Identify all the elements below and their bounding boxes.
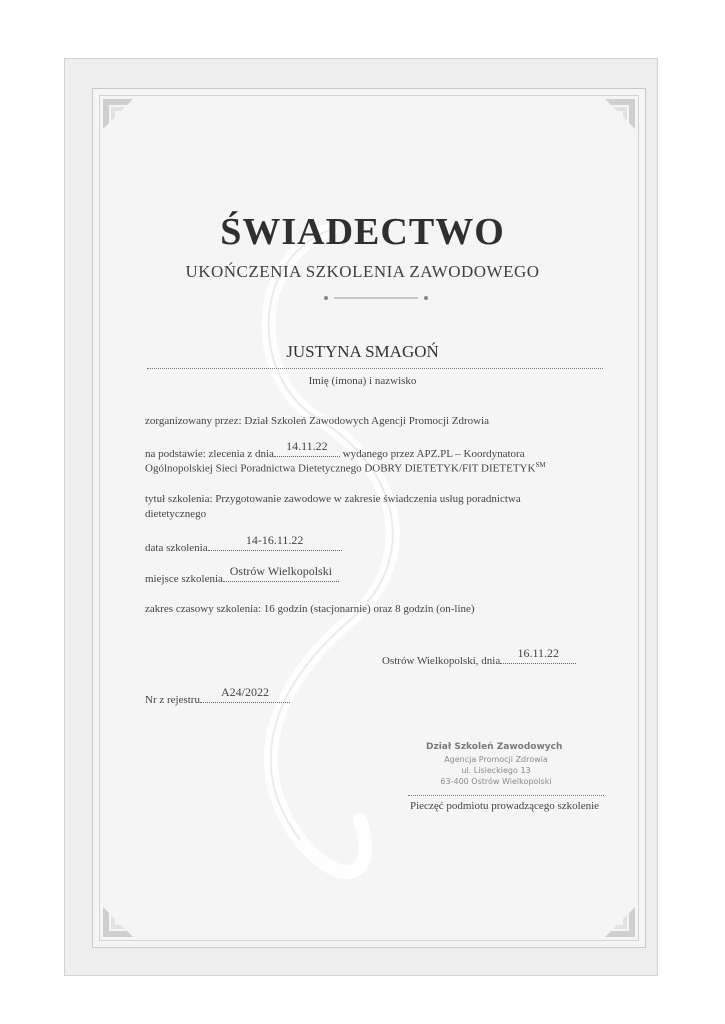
date-label: data szkolenia	[145, 542, 208, 554]
basis-prefix: na podstawie: zlecenia z dnia	[145, 448, 274, 460]
issue-place-label: Ostrów Wielkopolski, dnia	[382, 655, 501, 667]
place-line	[145, 564, 339, 585]
basis-line	[145, 439, 525, 460]
stamp-line-2: ul. Lisieckiego 13	[461, 766, 531, 775]
register-line	[145, 685, 290, 706]
basis-superscript: SM	[535, 461, 546, 469]
stamp-line-3: 63-400 Ostrów Wielkopolski	[440, 777, 552, 786]
basis-network: Ogólnopolskiej Sieci Poradnictwa Dietetycznego DOBRY DIETETYK/FIT DIETETYK	[145, 462, 536, 475]
basis-date: 14.11.22	[286, 439, 328, 453]
divider-ornament-icon	[322, 292, 430, 304]
certificate-title: ŚWIADECTWO	[220, 211, 505, 253]
stamp-company: Dział Szkoleń Zawodowych	[426, 742, 563, 752]
organizer-label: zorganizowany przez:	[145, 415, 242, 427]
register-field	[200, 685, 290, 703]
place-value: Ostrów Wielkopolski	[229, 564, 333, 578]
date-line	[145, 533, 342, 554]
basis-suffix: wydanego przez APZ.PL – Koordynatora	[342, 448, 525, 460]
register-label: Nr z rejestru	[145, 694, 200, 706]
date-value: 14-16.11.22	[245, 533, 304, 547]
place-field	[223, 564, 339, 582]
name-caption: Imię (imona) i nazwisko	[308, 375, 417, 387]
issue-date-field	[500, 646, 576, 664]
organizer-line	[145, 415, 489, 427]
recipient-name: JUSTYNA SMAGOŃ	[286, 342, 439, 361]
organizer-value: Dział Szkoleń Zawodowych Agencji Promocji Zdrowia	[244, 415, 490, 427]
stamp-caption: Pieczęć podmiotu prowadzącego szkolenie	[410, 800, 600, 812]
stamp-dotted-line	[408, 795, 604, 796]
training-title-line-2: dietetycznego	[145, 508, 207, 520]
basis-line-2	[145, 461, 546, 475]
issue-line	[382, 646, 576, 667]
stamp-line-1: Agencja Promocji Zdrowia	[444, 755, 548, 764]
training-title-line: tytuł szkolenia: Przygotowanie zawodowe w zakresie świadczenia usług poradnictwa	[145, 493, 521, 505]
certificate-subtitle: UKOŃCZENIA SZKOLENIA ZAWODOWEGO	[185, 262, 540, 281]
basis-date-field	[274, 439, 340, 457]
date-field	[208, 533, 342, 551]
place-label: miejsce szkolenia	[145, 573, 223, 585]
issue-date: 16.11.22	[517, 646, 559, 660]
register-value: A24/2022	[220, 685, 269, 699]
name-dotted-line	[147, 368, 603, 369]
scope-line: zakres czasowy szkolenia: 16 godzin (stacjonarnie) oraz 8 godzin (on-line)	[145, 603, 475, 615]
